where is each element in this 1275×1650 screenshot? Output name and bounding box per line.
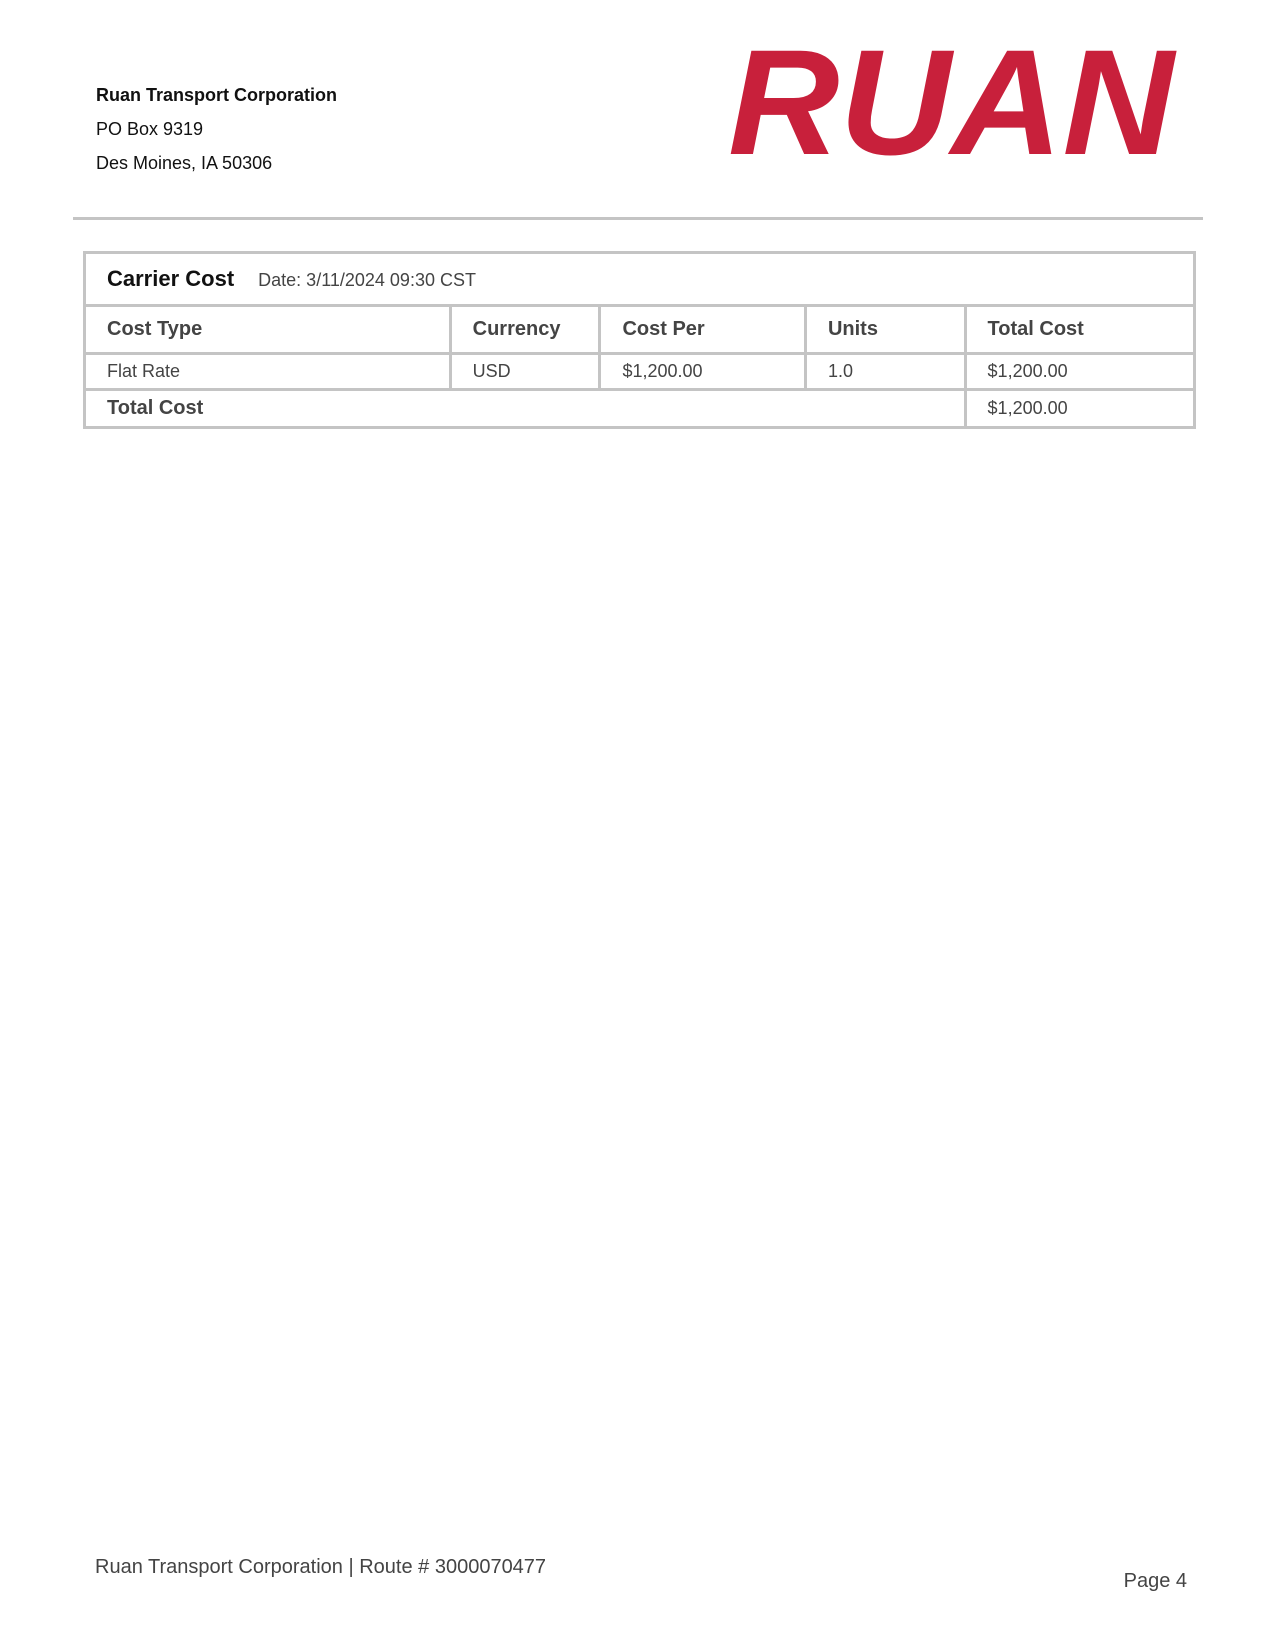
total-cost-label: Total Cost	[85, 390, 966, 428]
ruan-logo-text: RUAN	[728, 46, 1177, 161]
table-title-cell	[85, 253, 1195, 306]
cell-cost-type: Flat Rate	[85, 354, 451, 390]
total-cost-value: $1,200.00	[965, 390, 1194, 428]
cost-date: Date: 3/11/2024 09:30 CST	[258, 270, 476, 290]
footer-page-number: Page 4	[1123, 1570, 1187, 1592]
header-divider	[73, 217, 1203, 220]
cell-units: 1.0	[805, 354, 965, 390]
table-title: Carrier Cost	[107, 266, 235, 291]
carrier-cost-table	[83, 251, 1196, 429]
column-header-currency: Currency	[450, 306, 600, 354]
table-total-row	[85, 390, 1195, 428]
footer-route-info: Ruan Transport Corporation | Route # 3000070477	[95, 1556, 547, 1578]
table-title-row	[85, 253, 1195, 306]
table-row	[85, 354, 1195, 390]
sender-address-line1: PO Box 9319	[96, 119, 204, 139]
sender-address-line2: Des Moines, IA 50306	[96, 153, 273, 173]
column-header-total-cost: Total Cost	[965, 306, 1194, 354]
sender-address	[96, 78, 337, 180]
sender-company-name: Ruan Transport Corporation	[96, 85, 338, 105]
cell-total-cost: $1,200.00	[965, 354, 1194, 390]
column-header-cost-type: Cost Type	[85, 306, 451, 354]
column-header-cost-per: Cost Per	[600, 306, 806, 354]
cell-cost-per: $1,200.00	[600, 354, 806, 390]
table-header-row	[85, 306, 1195, 354]
column-header-units: Units	[805, 306, 965, 354]
cell-currency: USD	[450, 354, 600, 390]
ruan-logo	[728, 46, 1180, 161]
